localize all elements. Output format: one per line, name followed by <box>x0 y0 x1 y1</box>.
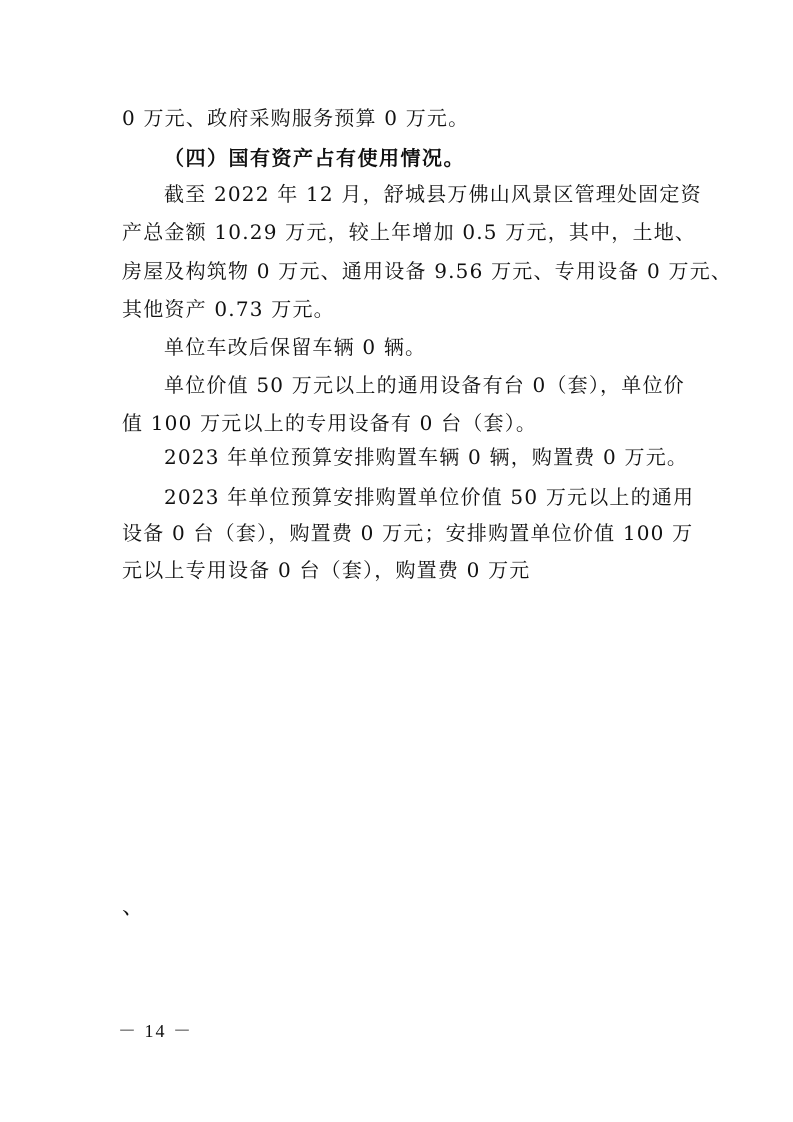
paragraph-line: 单位车改后保留车辆 0 辆。 <box>164 335 427 359</box>
paragraph-line: 2023 年单位预算安排购置车辆 0 辆，购置费 0 万元。 <box>164 445 689 469</box>
paragraph-line: 其他资产 0.73 万元。 <box>122 297 335 321</box>
paragraph-line: 2023 年单位预算安排购置单位价值 50 万元以上的通用 <box>164 485 695 509</box>
paragraph-line: 设备 0 台（套），购置费 0 万元；安排购置单位价值 100 万 <box>122 521 694 545</box>
paragraph-line: 元以上专用设备 0 台（套），购置费 0 万元 <box>122 558 531 582</box>
stray-punctuation-mark: 、 <box>122 895 145 920</box>
paragraph-line: 房屋及构筑物 0 万元、通用设备 9.56 万元、专用设备 0 万元、 <box>122 259 733 283</box>
paragraph-line: 产总金额 10.29 万元，较上年增加 0.5 万元，其中，土地、 <box>122 220 697 244</box>
paragraph-line: 0 万元、政府采购服务预算 0 万元。 <box>122 106 470 130</box>
page-number: － 14 － <box>118 1021 193 1041</box>
paragraph-line: 截至 2022 年 12 月，舒城县万佛山风景区管理处固定资 <box>164 182 702 206</box>
paragraph-line: 值 100 万元以上的专用设备有 0 台（套）。 <box>122 411 538 435</box>
section-heading: （四）国有资产占有使用情况。 <box>164 146 465 170</box>
paragraph-line: 单位价值 50 万元以上的通用设备有台 0（套），单位价 <box>164 373 685 397</box>
